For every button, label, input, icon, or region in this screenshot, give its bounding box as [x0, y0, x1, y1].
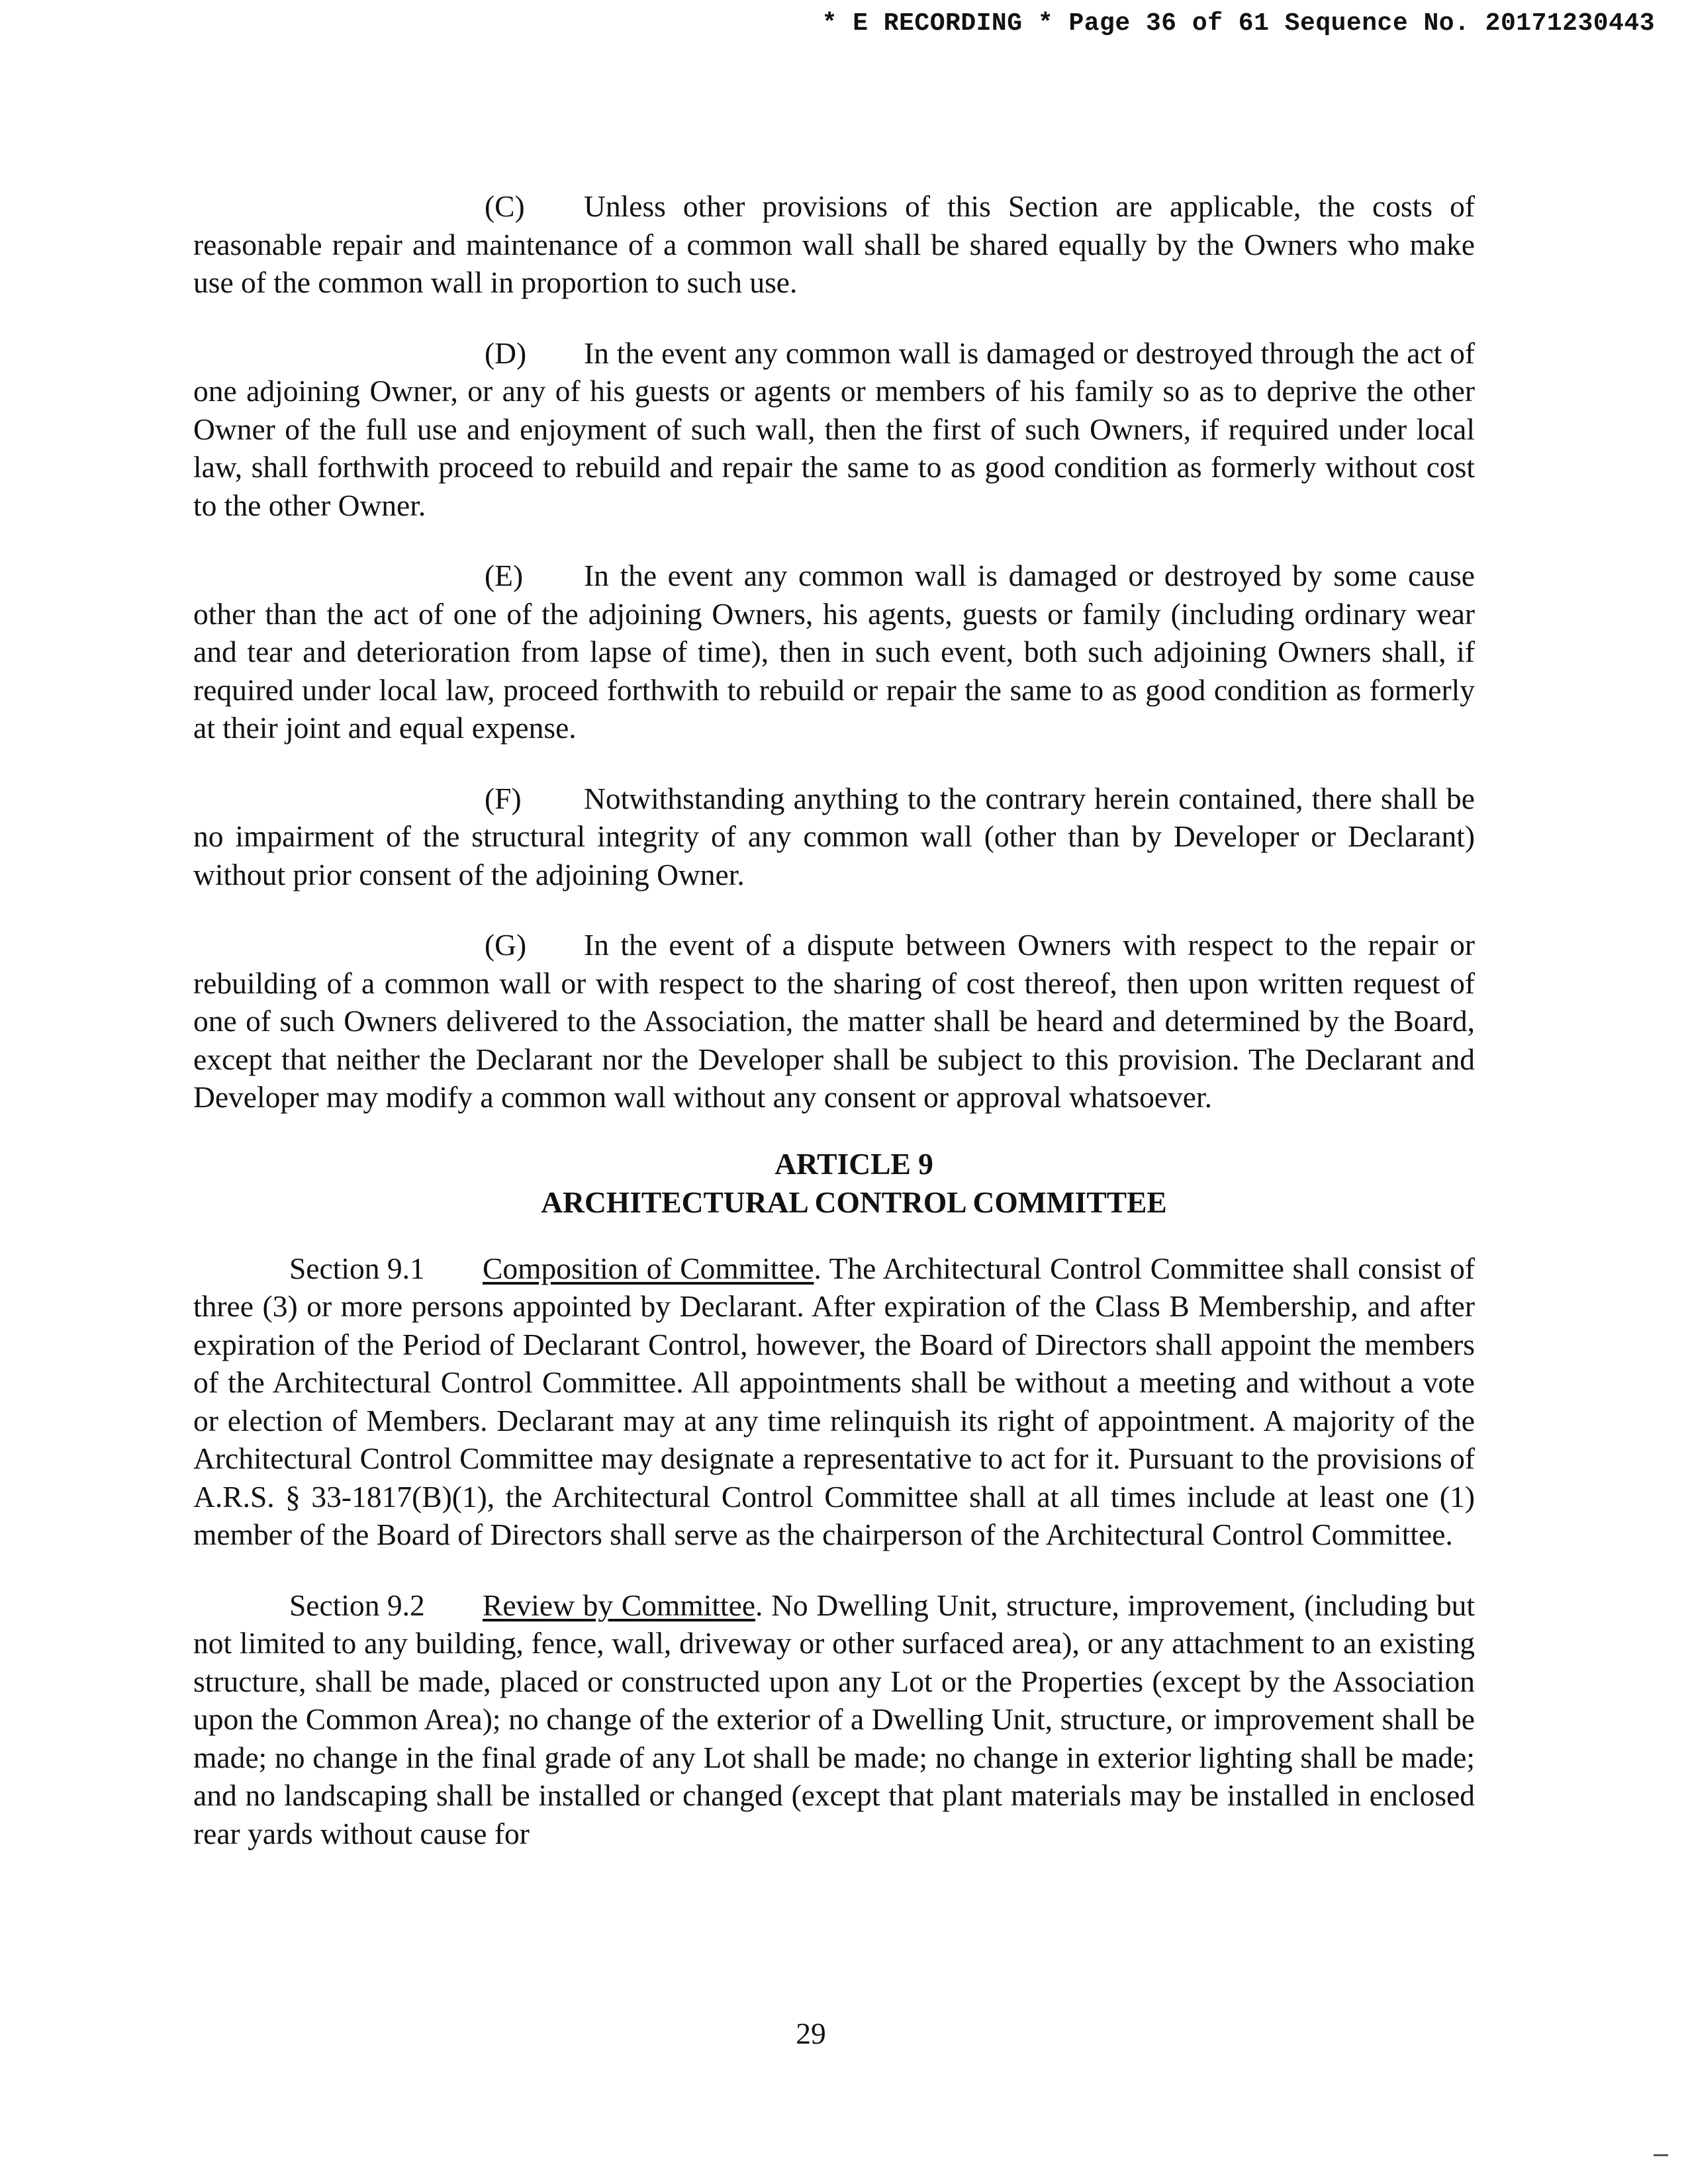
section-title: Composition of Committee: [483, 1251, 814, 1285]
section-text: . The Architectural Control Committee shall consist of three (3) or more persons appointed by Declarant. After expiration of the Class B Membership, and after expiration of the Period of Declarant Control, however, the Board of Directors shall appoint the members of the Architectural Control Committee. All appointments shall be without a meeting and without a vote or election of Members. Declarant may at any time relinquish its right of appointment. A majority of the Architectural Control Committee may designate a representative to act for it. Pursuant to the provisions of A.R.S. § 33-1817(B)(1), the Architectural Control Committee shall at all times include at least one (1) member of the Board of Directors shall serve as the chairperson of the Architectural Control Committee.: [193, 1251, 1475, 1551]
paragraph-text: Unless other provisions of this Section are applicable, the costs of reasonable repair and maintenance of a common wall shall be shared equally by the Owners who make use of the common wall in proportion to such use.: [193, 189, 1475, 299]
article-heading: [193, 1145, 1475, 1222]
article-number: ARTICLE 9: [774, 1146, 933, 1181]
page-number: 29: [796, 2017, 826, 2050]
paragraph-marker: (D): [485, 336, 527, 370]
paragraph-e: [193, 557, 1475, 747]
article-title: ARCHITECTURAL CONTROL COMMITTEE: [541, 1185, 1167, 1219]
section-title: Review by Committee: [483, 1588, 756, 1622]
document-body: [193, 187, 1475, 1885]
paragraph-text: In the event any common wall is damaged or destroyed through the act of one adjoining Owner, or any of his guests or agents or members of his family so as to deprive the other Owner of the full use and enjoyment of such wall, then the first of such Owners, if required under local law, shall forthwith proceed to rebuild and repair the same to as good condition as formerly without cost to the other Owner.: [193, 336, 1475, 522]
section-label: Section 9.2: [289, 1588, 425, 1622]
paragraph-marker: (C): [485, 189, 525, 223]
paragraph-d: [193, 334, 1475, 525]
section-9-2: [193, 1586, 1475, 1853]
paragraph-g: [193, 926, 1475, 1116]
paragraph-marker: (E): [485, 559, 524, 592]
recording-stamp: * E RECORDING * Page 36 of 61 Sequence No. 20171230443: [821, 9, 1655, 38]
paragraph-c: [193, 187, 1475, 302]
scan-mark: [1654, 2154, 1668, 2156]
paragraph-marker: (G): [485, 928, 527, 962]
paragraph-text: Notwithstanding anything to the contrary herein contained, there shall be no impairment of the structural integrity of any common wall (other than by Developer or Declarant) without prior consent of the adjoining Owner.: [193, 781, 1475, 891]
section-text: . No Dwelling Unit, structure, improvement, (including but not limited to any building, fence, wall, driveway or other surfaced area), or any attachment to an existing structure, shall be made, placed or constructed upon any Lot or the Properties (except by the Association upon the Common Area); no change of the exterior of a Dwelling Unit, structure, or improvement shall be made; no change in the final grade of any Lot shall be made; no change in exterior lighting shall be made; and no landscaping shall be installed or changed (except that plant materials may be installed in enclosed rear yards without cause for: [193, 1588, 1475, 1850]
paragraph-marker: (F): [485, 781, 522, 815]
section-label: Section 9.1: [289, 1251, 425, 1285]
paragraph-f: [193, 780, 1475, 894]
paragraph-text: In the event any common wall is damaged or destroyed by some cause other than the act of one of the adjoining Owners, his agents, guests or family (including ordinary wear and tear and deterioration from lapse of time), then in such event, both such adjoining Owners shall, if required under local law, proceed forthwith to rebuild or repair the same to as good condition as formerly at their joint and equal expense.: [193, 559, 1475, 745]
paragraph-text: In the event of a dispute between Owners with respect to the repair or rebuilding of a common wall or with respect to the sharing of cost thereof, then upon written request of one of such Owners delivered to the Association, the matter shall be heard and determined by the Board, except that neither the Declarant nor the Developer shall be subject to this provision. The Declarant and Developer may modify a common wall without any consent or approval whatsoever.: [193, 928, 1475, 1114]
section-9-1: [193, 1250, 1475, 1554]
